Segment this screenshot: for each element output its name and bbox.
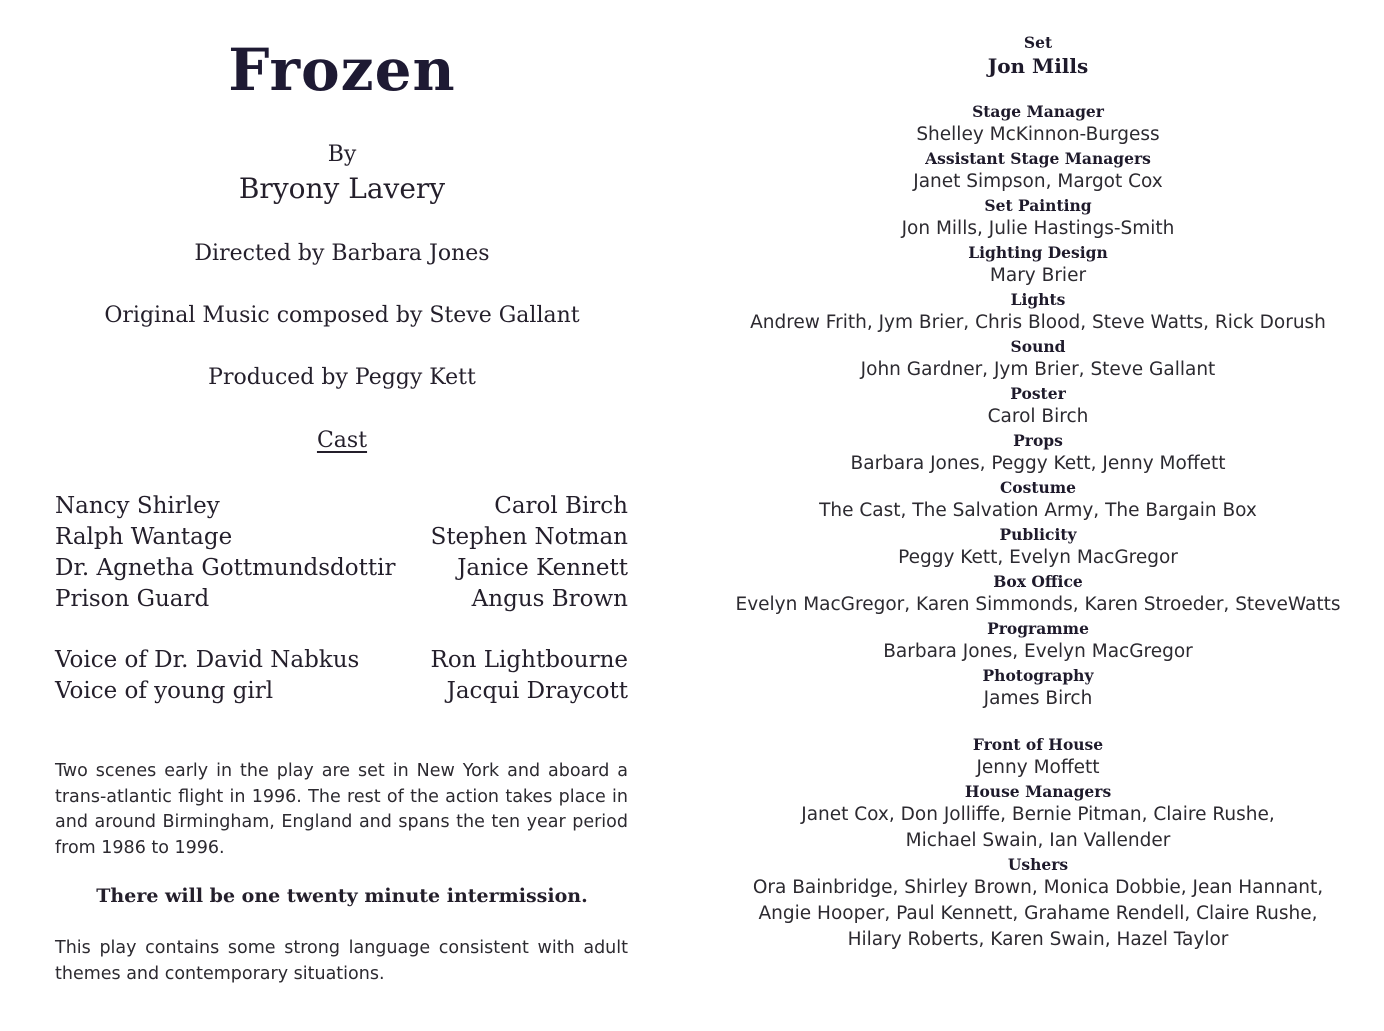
cast-row <box>55 676 628 707</box>
by-label: By <box>327 142 357 167</box>
crew-names: Michael Swain, Ian Vallender <box>905 830 1171 851</box>
crew-names: Carol Birch <box>987 406 1089 427</box>
cast-actor: Janice Kennett <box>457 555 628 581</box>
cast-role: Dr. Agnetha Gottmundsdottir <box>55 555 396 581</box>
cast-row <box>55 584 628 615</box>
content-advisory: This play contains some strong language consistent with adult themes and contemporary situations. <box>55 938 628 984</box>
cast-role: Voice of young girl <box>55 678 274 704</box>
cast-list-main <box>55 491 628 615</box>
crew-names: Ora Bainbridge, Shirley Brown, Monica Dobbie, Jean Hannant, <box>752 877 1324 898</box>
cast-row <box>55 553 628 584</box>
crew-role: Programme <box>987 619 1089 638</box>
crew-names: Jon Mills, Julie Hastings-Smith <box>901 218 1175 239</box>
crew-names: James Birch <box>983 688 1093 709</box>
crew-role: Lighting Design <box>968 243 1108 262</box>
programme-right-page <box>692 0 1384 1031</box>
cast-actor: Ron Lightbourne <box>430 647 628 673</box>
crew-role: Front of House <box>972 735 1104 754</box>
crew-names: Janet Simpson, Margot Cox <box>913 171 1163 192</box>
crew-role: Set <box>1023 33 1053 52</box>
cast-actor: Carol Birch <box>494 493 628 519</box>
crew-role: Stage Manager <box>972 102 1104 121</box>
crew-names: Jon Mills <box>987 54 1089 78</box>
setting-note: Two scenes early in the play are set in New York and aboard a trans-atlantic flight in 1996. The rest of the action takes place in and around Birmingham, England and spans the ten year period from 1986 to 1996. <box>55 761 628 858</box>
crew-names: Andrew Frith, Jym Brier, Chris Blood, Steve Watts, Rick Dorush <box>750 312 1326 333</box>
crew-role: Assistant Stage Managers <box>925 149 1151 168</box>
playwright-name: Bryony Lavery <box>238 172 446 205</box>
cast-row <box>55 645 628 676</box>
director-credit: Directed by Barbara Jones <box>194 241 490 266</box>
cast-actor: Stephen Notman <box>430 524 628 550</box>
cast-role: Nancy Shirley <box>55 493 220 519</box>
cast-row <box>55 491 628 522</box>
play-title: Frozen <box>228 36 456 104</box>
crew-names: Barbara Jones, Peggy Kett, Jenny Moffett <box>850 453 1226 474</box>
music-credit: Original Music composed by Steve Gallant <box>104 303 580 328</box>
crew-names: Barbara Jones, Evelyn MacGregor <box>883 641 1193 662</box>
crew-role: Set Painting <box>984 196 1092 215</box>
crew-names: Jenny Moffett <box>976 757 1100 778</box>
crew-names: Angie Hooper, Paul Kennett, Grahame Rendell, Claire Rushe, <box>758 903 1318 924</box>
crew-role: House Managers <box>964 782 1112 801</box>
crew-names: Janet Cox, Don Jolliffe, Bernie Pitman, Claire Rushe, <box>801 804 1275 825</box>
crew-names: Mary Brier <box>989 265 1087 286</box>
crew-role: Costume <box>999 478 1077 497</box>
cast-role: Ralph Wantage <box>55 524 233 550</box>
crew-role: Props <box>1013 431 1063 450</box>
crew-names: Shelley McKinnon-Burgess <box>916 124 1160 145</box>
crew-role: Lights <box>1010 290 1066 309</box>
producer-credit: Produced by Peggy Kett <box>208 365 476 390</box>
cast-role: Prison Guard <box>55 586 210 612</box>
cast-role: Voice of Dr. David Nabkus <box>55 647 360 673</box>
crew-names: The Cast, The Salvation Army, The Bargain Box <box>819 500 1257 521</box>
crew-names: Evelyn MacGregor, Karen Simmonds, Karen Stroeder, SteveWatts <box>735 594 1341 615</box>
production-crew-list <box>692 32 1384 953</box>
cast-actor: Angus Brown <box>471 586 628 612</box>
crew-role: Publicity <box>999 525 1077 544</box>
crew-role: Ushers <box>1007 855 1069 874</box>
intermission-note: There will be one twenty minute intermission. <box>96 885 588 907</box>
crew-role: Sound <box>1010 337 1066 356</box>
crew-role: Box Office <box>993 572 1083 591</box>
cast-actor: Jacqui Draycott <box>446 678 628 704</box>
crew-names: John Gardner, Jym Brier, Steve Gallant <box>860 359 1216 380</box>
crew-role: Poster <box>1010 384 1066 403</box>
crew-role: Photography <box>982 666 1094 685</box>
cast-heading: Cast <box>316 428 368 453</box>
cast-list-voices <box>55 645 628 707</box>
crew-names: Peggy Kett, Evelyn MacGregor <box>898 547 1178 568</box>
crew-names: Hilary Roberts, Karen Swain, Hazel Taylor <box>847 929 1229 950</box>
cast-row <box>55 522 628 553</box>
